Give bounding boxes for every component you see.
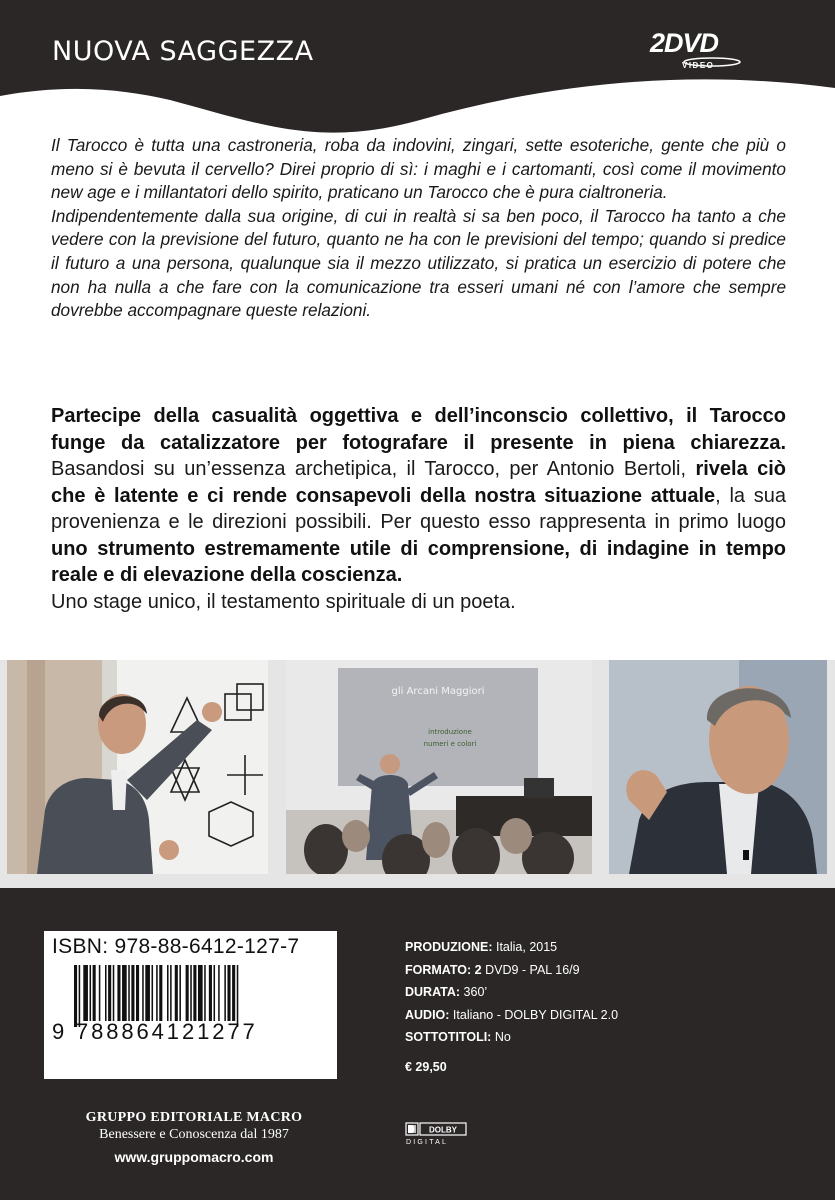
- photo-speaker-closeup: [609, 660, 827, 874]
- spec-row: [405, 959, 618, 982]
- barcode-bar: [204, 965, 206, 1021]
- dvd-video-label: VIDEO: [682, 61, 715, 70]
- barcode-bar: [79, 965, 81, 1027]
- highlight-1: Partecipe della casualità oggettiva e dell’inconscio collettivo, il Tarocco funge da catalizzatore per fotografare il presente in piena chiarezza.: [51, 405, 786, 454]
- dolby-bottom-text: DIGITAL: [406, 1139, 449, 1146]
- isbn-label: ISBN: 978-88-6412-127-7: [52, 935, 300, 958]
- spec-value: Italia, 2015: [492, 940, 558, 954]
- disc-icon: [650, 28, 750, 78]
- barcode-bar: [175, 965, 178, 1021]
- barcode-bar: [159, 965, 162, 1021]
- slide-line-2: numeri e colori: [423, 740, 477, 748]
- photo-strip: [0, 660, 835, 888]
- spec-row: [405, 936, 618, 959]
- slide-line-1: introduzione: [428, 728, 472, 736]
- dvd-badge: [650, 28, 750, 78]
- intro-paragraph-2: Indipendentemente dalla sua origine, di cui in realtà si sa ben poco, il Tarocco ha tanto a che vedere con la previsione del futuro, quanto ne ha con le previsioni del tempo; quando si predice il futuro a una persona, qualunque sia il mezzo utilizzato, si pratica un esercizio di potere che non ha nulla a che fare con la comunicazione tra esseri umani né con l’amore che sempre dovrebbe accompagnare queste relazioni.: [51, 205, 786, 321]
- barcode-bar: [167, 965, 169, 1021]
- publisher-block: [44, 1110, 344, 1165]
- barcode-bar: [224, 965, 226, 1021]
- barcode-bars: [74, 965, 324, 1027]
- header-band: [0, 0, 835, 140]
- barcode-box: [44, 931, 337, 1079]
- spec-label: DURATA:: [405, 985, 461, 999]
- barcode-bar: [170, 965, 172, 1021]
- spec-row: [405, 981, 618, 1004]
- barcode-bar: [99, 965, 101, 1021]
- barcode-bar: [152, 965, 154, 1021]
- barcode-bar: [186, 965, 189, 1021]
- slide-title: gli Arcani Maggiori: [391, 686, 485, 697]
- spec-value: DVD9 - PAL 16/9: [481, 962, 580, 977]
- barcode-bar: [131, 965, 134, 1021]
- barcode-bar: [122, 965, 127, 1021]
- barcode-bar: [90, 965, 92, 1021]
- spec-value: Italiano - DOLBY DIGITAL 2.0: [449, 1007, 619, 1022]
- dvd-count: 2DVD: [650, 28, 719, 58]
- barcode-bar: [136, 965, 139, 1021]
- spec-value: 360’: [460, 985, 488, 999]
- barcode-bar: [237, 965, 239, 1027]
- barcode-bar: [83, 965, 88, 1021]
- description-paragraph: [51, 403, 786, 589]
- photo-conference-room: [286, 660, 592, 874]
- photo-whiteboard-speaker: [7, 660, 268, 874]
- barcode-bar: [198, 965, 203, 1021]
- barcode-bar: [108, 965, 111, 1021]
- barcode-bar: [218, 965, 220, 1021]
- intro-paragraph-1: Il Tarocco è tutta una castroneria, roba da indovini, zingari, sette esoteriche, gente che più o meno si è bevuta il cervello? Direi proprio di sì: i maghi e i cartomanti, così come il movimento new age e i millantatori dello spirito, praticano un Tarocco che è pura cialtroneria.: [51, 135, 786, 203]
- barcode-bar: [128, 965, 130, 1021]
- price: € 29,50: [405, 1060, 447, 1074]
- barcode-first-digit: 9: [52, 1019, 65, 1044]
- highlight-3: uno strumento estremamente utile di comprensione, di indagine in tempo reale e di elevazione della coscienza.: [51, 537, 786, 586]
- publisher-website: www.gruppomacro.com: [114, 1149, 274, 1165]
- barcode-bar: [93, 965, 96, 1021]
- barcode-bar: [227, 965, 230, 1021]
- footer-panel: [0, 888, 835, 1200]
- barcode-bar: [74, 965, 77, 1027]
- barcode-bar: [105, 965, 107, 1021]
- barcode-bar: [190, 965, 192, 1021]
- intro-text: [51, 134, 786, 323]
- barcode-bar: [209, 965, 212, 1021]
- spec-label: AUDIO:: [405, 1007, 450, 1022]
- barcode-digits: 788864121277: [76, 1019, 258, 1044]
- barcode-bar: [145, 965, 150, 1021]
- description-text-1: Basandosi su un’essenza archetipica, il Tarocco, per Antonio Bertoli,: [51, 458, 696, 480]
- barcode-bar: [117, 965, 120, 1021]
- highlight-2: rivela ciò che è latente e ci rende consapevoli della nostra situazione attuale: [51, 458, 787, 507]
- spec-label: FORMATO: 2: [405, 962, 482, 977]
- spec-row: [405, 1004, 618, 1027]
- publisher-tagline: Benessere e Conoscenza dal 1987: [99, 1127, 289, 1142]
- barcode-bar: [232, 965, 235, 1021]
- spec-label: SOTTOTITOLI:: [405, 1030, 492, 1044]
- barcode-bar: [156, 965, 158, 1021]
- spec-label: PRODUZIONE:: [405, 940, 493, 954]
- dolby-digital-logo: [405, 1120, 471, 1146]
- spec-value: No: [491, 1030, 511, 1044]
- publisher-name: GRUPPO EDITORIALE MACRO: [85, 1110, 303, 1125]
- series-title: NUOVA SAGGEZZA: [52, 36, 314, 67]
- closing-line: Uno stage unico, il testamento spirituale di un poeta.: [51, 590, 516, 613]
- description-text: [51, 403, 786, 615]
- barcode-bar: [214, 965, 216, 1021]
- barcode-bar: [179, 965, 181, 1021]
- barcode-bar: [193, 965, 196, 1021]
- barcode-bar: [142, 965, 144, 1021]
- description-text-2: , la sua provenienza e le direzioni possibili. Per questo esso rappresenta in primo luogo: [51, 484, 787, 533]
- product-specs: [405, 936, 618, 1049]
- barcode-bar: [113, 965, 115, 1021]
- dolby-top-text: DOLBY: [429, 1125, 457, 1135]
- spec-row: [405, 1026, 618, 1049]
